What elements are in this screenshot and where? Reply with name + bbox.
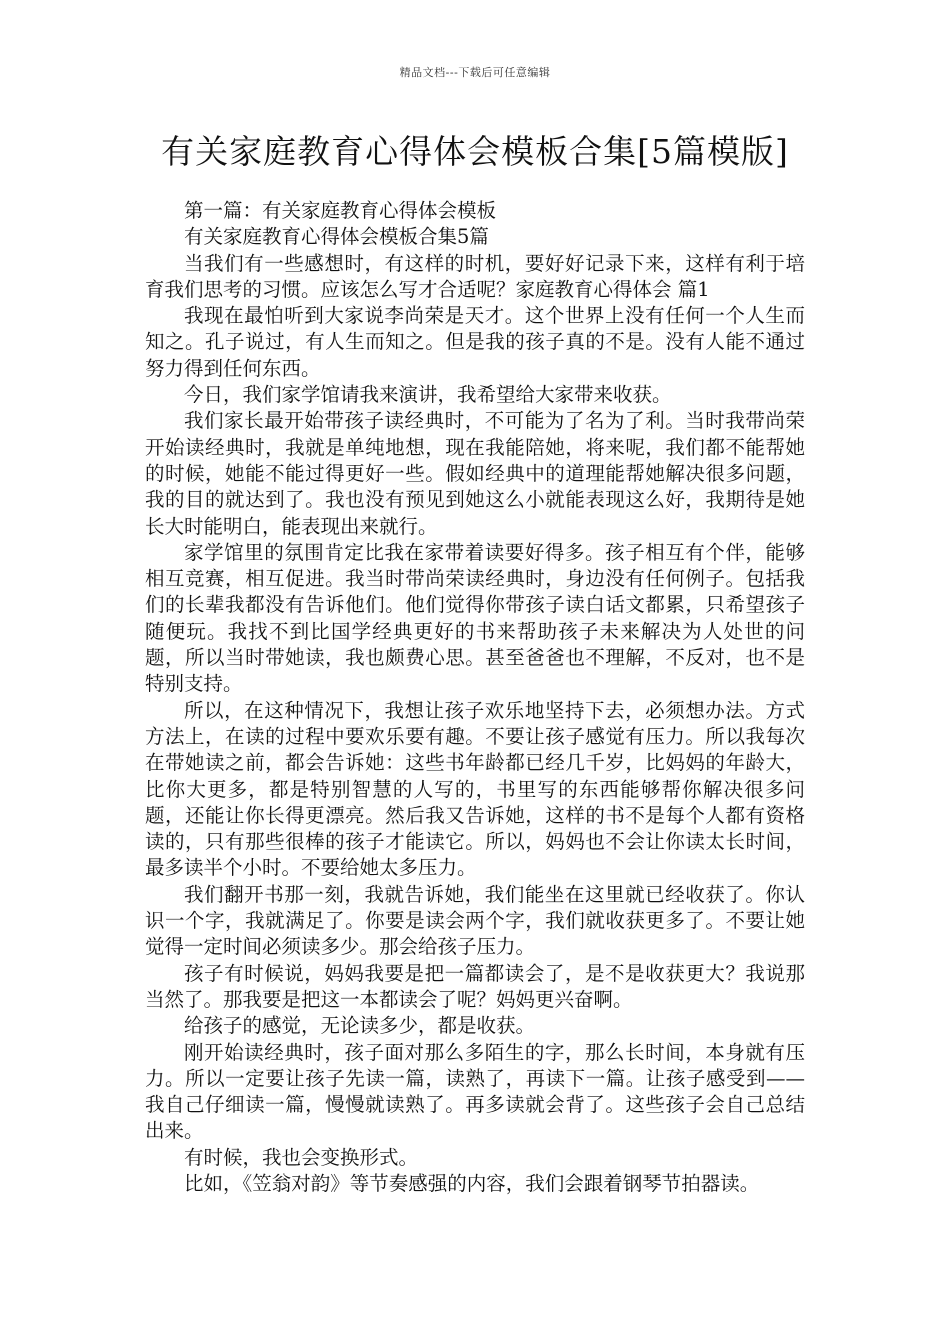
paragraph: 比如，《笠翁对韵》等节奏感强的内容，我们会跟着钢琴节拍器读。 <box>184 1171 760 1195</box>
document-body <box>145 198 805 1197</box>
paragraph: 家学馆里的氛围肯定比我在家带着读要好得多。孩子相互有个伴，能够相互竞赛，相互促进。我当时带尚荣读经典时，身边没有任何例子。包括我们的长辈我都没有告诉他们。他们觉得你带孩子读白话文都累，只希望孩子随便玩。我找不到比国学经典更好的书来帮助孩子未来解决为人处世的问题，所以当时带她读，我也颇费心思。甚至爸爸也不理解，不反对，也不是特别支持。 <box>145 540 805 696</box>
paragraph: 有关家庭教育心得体会模板合集5篇 <box>184 225 489 249</box>
paragraph: 刚开始读经典时，孩子面对那么多陌生的字，那么长时间，本身就有压力。所以一定要让孩子先读一篇，读熟了，再读下一篇。让孩子感受到——我自己仔细读一篇，慢慢就读熟了。再多读就会背了。这些孩子会自己总结出来。 <box>145 1040 805 1143</box>
paragraph: 当我们有一些感想时，有这样的时机，要好好记录下来，这样有利于培育我们思考的习惯。应该怎么写才合适呢？家庭教育心得体会 篇1 <box>145 251 805 301</box>
paragraph: 孩子有时候说，妈妈我要是把一篇都读会了，是不是收获更大？我说那当然了。那我要是把这一本都读会了呢？妈妈更兴奋啊。 <box>145 961 805 1011</box>
paragraph: 第一篇：有关家庭教育心得体会模板 <box>184 199 497 222</box>
paragraph: 我们翻开书那一刻，我就告诉她，我们能坐在这里就已经收获了。你认识一个字，我就满足了。你要是读会两个字，我们就收获更多了。不要让她觉得一定时间必须读多少。那会给孩子压力。 <box>145 882 805 959</box>
document-title: 有关家庭教育心得体会模板合集[5篇模版] <box>161 132 789 171</box>
paragraph: 有时候，我也会变换形式。 <box>184 1145 419 1169</box>
paragraph: 给孩子的感觉，无论读多少，都是收获。 <box>184 1014 536 1038</box>
paragraph: 我们家长最开始带孩子读经典时，不可能为了名为了利。当时我带尚荣开始读经典时，我就是单纯地想，现在我能陪她，将来呢，我们都不能帮她的时候，她能不能过得更好一些。假如经典中的道理能帮她解决很多问题，我的目的就达到了。我也没有预见到她这么小就能表现这么好，我期待是她长大时能明白，能表现出来就行。 <box>145 409 805 538</box>
paragraph: 今日，我们家学馆请我来演讲，我希望给大家带来收获。 <box>184 383 672 407</box>
paragraph: 所以，在这种情况下，我想让孩子欢乐地坚持下去，必须想办法。方式方法上，在读的过程中要欢乐要有趣。不要让孩子感觉有压力。所以我每次在带她读之前，都会告诉她：这些书年龄都已经几千岁，比妈妈的年龄大，比你大更多，都是特别智慧的人写的，书里写的东西能够帮你解决很多问题，还能让你长得更漂亮。然后我又告诉她，这样的书不是每个人都有资格读的，只有那些很棒的孩子才能读它。所以，妈妈也不会让你读太长时间，最多读半个小时。不要给她太多压力。 <box>145 698 805 880</box>
paragraph: 我现在最怕听到大家说李尚荣是天才。这个世界上没有任何一个人生而知之。孔子说过，有人生而知之。但是我的孩子真的不是。没有人能不通过努力得到任何东西。 <box>145 304 805 380</box>
page-header: 精品文档---下载后可任意编辑 <box>399 66 551 79</box>
